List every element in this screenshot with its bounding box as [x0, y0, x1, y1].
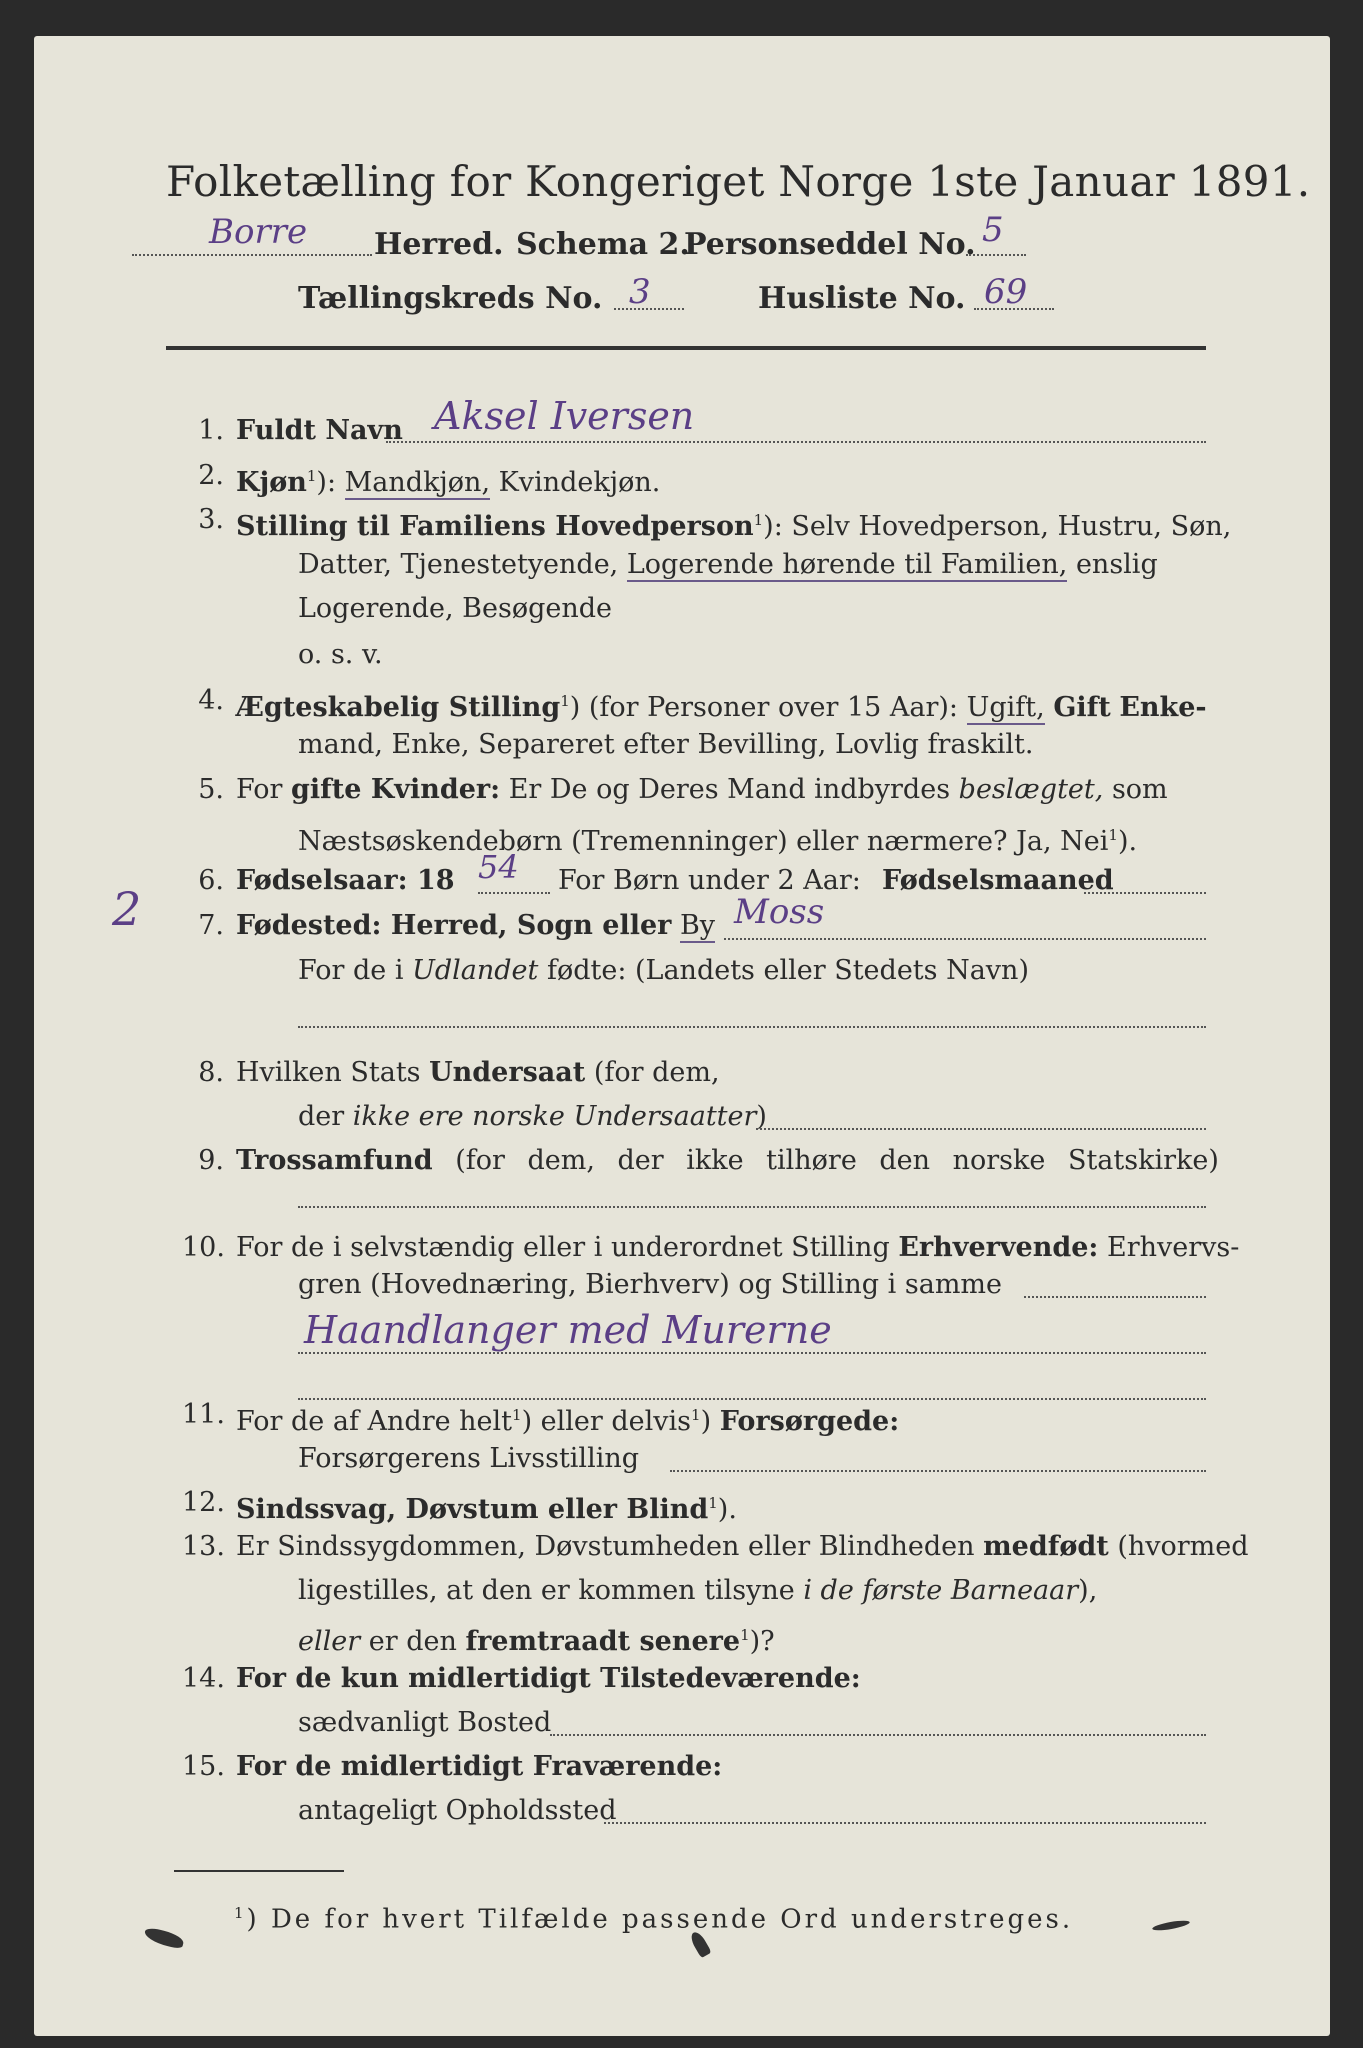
marital-status-enke: Enke-	[1119, 692, 1207, 723]
usual-residence-label: sædvanligt Bosted	[298, 1707, 552, 1738]
religion-note: (for dem, der ikke tilhøre den norske Statskirke)	[455, 1145, 1219, 1176]
religion-label: Trossamfund	[236, 1145, 433, 1176]
kinship-for: For	[236, 774, 283, 805]
disability-label: Sindssvag, Døvstum eller Blind	[236, 1494, 709, 1525]
birthplace-by: By	[679, 910, 716, 941]
family-position-line-3: Logerende, Besøgende	[298, 593, 612, 624]
footnote-ref: 1	[691, 1406, 701, 1424]
footnote-ref: 1	[560, 692, 570, 710]
item-number: 4.	[198, 685, 224, 716]
birthplace-abroad-italic: Udlandet	[412, 955, 539, 986]
item-number: 11.	[182, 1399, 225, 1430]
birth-year-label: Fødselsaar: 18	[236, 865, 455, 896]
footnote-ref: 1	[753, 511, 764, 529]
kreds-label: Tællingskreds No.	[298, 281, 603, 316]
supported-line-1	[236, 1398, 899, 1439]
birth-year-dotted-line	[478, 892, 550, 894]
citizenship-a: Hvilken Stats	[236, 1057, 421, 1088]
supported-b: ) eller delvis	[521, 1406, 692, 1437]
herred-label: Herred.	[374, 227, 504, 262]
personseddel-label: Personseddel No.	[684, 227, 976, 262]
occupation-a: For de i selvstændig eller i underordnet Stilling	[236, 1232, 890, 1263]
disability-origin-l2a: ligestilles, at den er kommen tilsyne	[298, 1575, 795, 1606]
usual-residence-dotted-line	[550, 1734, 1206, 1736]
item-number: 15.	[182, 1751, 225, 1782]
full-name-label: Fuldt Navn	[236, 415, 403, 446]
citizenship-dotted-line	[756, 1128, 1206, 1130]
family-position-label: Stilling til Familiens Hovedperson	[236, 511, 754, 542]
citizenship-line-1	[236, 1056, 720, 1090]
item-number: 14.	[182, 1663, 225, 1694]
herred-handwritten-value: Borre	[209, 212, 308, 252]
item-number: 8.	[198, 1057, 224, 1088]
footnote-rule	[174, 1870, 344, 1872]
presumed-residence-label: antageligt Opholdssted	[298, 1795, 617, 1826]
disability-origin-line-1	[236, 1530, 1249, 1564]
personseddel-dotted-line	[966, 254, 1026, 256]
disability-origin-line-2	[298, 1574, 1097, 1608]
kinship-line-1	[236, 773, 1168, 807]
birth-year-handwritten-value: 54	[478, 848, 519, 886]
family-position-selected: Logerende hørende til Familien,	[626, 549, 1068, 580]
disability-origin-b: (hvormed	[1117, 1531, 1249, 1562]
footnote-ref: 1	[1108, 826, 1118, 844]
schema-label: Schema 2.	[516, 227, 690, 262]
occupation-handwritten-value: Haandlanger med Murerne	[304, 1308, 832, 1352]
item-number: 5.	[198, 774, 224, 805]
item-number: 9.	[198, 1145, 224, 1176]
disability-end: ).	[717, 1494, 737, 1525]
citizenship-line-2	[298, 1100, 767, 1134]
herred-dotted-line	[132, 254, 372, 256]
footnote-marker: 1	[234, 1904, 247, 1922]
sex-option-female: Kvindekjøn.	[498, 467, 661, 498]
religion-line	[236, 1144, 1219, 1178]
family-position-line-4: o. s. v.	[298, 639, 383, 670]
item-number: 13.	[182, 1531, 225, 1562]
item-number: 10.	[182, 1232, 225, 1263]
birth-month-note: For Børn under 2 Aar:	[558, 865, 861, 896]
occupation-line-1	[236, 1231, 1239, 1265]
citizenship-italic: ikke ere norske Undersaatter	[352, 1101, 757, 1132]
supported-label: Forsørgede:	[719, 1406, 900, 1437]
header-rule	[166, 346, 1206, 350]
disability-origin-l2b: ),	[1078, 1575, 1098, 1606]
marital-status-gift: Gift	[1053, 692, 1111, 723]
family-position-options: ): Selv Hovedperson, Hustru, Søn,	[763, 511, 1232, 542]
birthplace-dotted-line	[724, 938, 1206, 940]
marital-status-label: Ægteskabelig Stilling	[236, 692, 561, 723]
disability-origin-a: Er Sindssygdommen, Døvstumheden eller Blindheden	[236, 1531, 975, 1562]
family-position-options-2a: Datter, Tjenestetyende,	[298, 549, 619, 580]
kinship-line-2	[298, 818, 1137, 859]
ink-mark-left	[143, 1926, 185, 1949]
occupation-line-2: gren (Hovednæring, Bierhverv) og Stilling i samme	[298, 1269, 1003, 1300]
kinship-question-2: Næstsøskendebørn (Tremenninger) eller nærmere? Ja, Nei	[298, 826, 1109, 857]
disability-origin-l2-italic: i de første Barneaar	[803, 1575, 1079, 1606]
occupation-dotted-line-2	[298, 1352, 1206, 1354]
supporter-occupation-dotted-line	[670, 1470, 1206, 1472]
husliste-handwritten-value: 69	[984, 272, 1028, 312]
birthplace-abroad-a: For de i	[298, 955, 404, 986]
kinship-question: Er De og Deres Mand indbyrdes	[508, 774, 951, 805]
item-number: 6.	[198, 865, 224, 896]
sex-option-male: Mandkjøn,	[344, 467, 491, 498]
kinship-label: gifte Kvinder:	[291, 774, 501, 805]
marital-status-note: ) (for Personer over 15 Aar):	[569, 692, 959, 723]
sex-colon: ):	[316, 467, 337, 498]
disability-line	[236, 1486, 737, 1527]
footnote-ref: 1	[512, 1406, 522, 1424]
item-number: 1.	[198, 415, 224, 446]
disability-origin-l3-bold: fremtraadt senere	[465, 1626, 741, 1657]
census-form-page	[34, 36, 1330, 2036]
full-name-handwritten-value: Aksel Iversen	[434, 394, 695, 438]
supported-c: )	[700, 1406, 712, 1437]
supporter-occupation-label: Forsørgerens Livsstilling	[298, 1443, 640, 1474]
disability-origin-end: )?	[749, 1626, 775, 1657]
sex-label: Kjøn	[236, 467, 307, 498]
kinship-italic: beslægtet,	[958, 774, 1104, 805]
kreds-handwritten-value: 3	[629, 272, 651, 312]
family-position-line-1	[236, 503, 1231, 544]
footnote-text	[234, 1896, 1073, 1937]
birthplace-line-1	[236, 909, 715, 943]
supported-a: For de af Andre helt	[236, 1406, 513, 1437]
item-number: 12.	[182, 1487, 225, 1518]
footnote-body: ) De for hvert Tilfælde passende Ord understreges.	[246, 1904, 1074, 1935]
disability-origin-line-3	[298, 1618, 775, 1659]
birthplace-abroad-b: fødte: (Landets eller Stedets Navn)	[546, 955, 1029, 986]
marital-status-selected: Ugift,	[966, 692, 1045, 723]
margin-annotation: 2	[112, 882, 142, 936]
personseddel-handwritten-value: 5	[982, 210, 1004, 250]
birth-month-dotted-line	[1084, 892, 1206, 894]
citizenship-b: (for dem,	[593, 1057, 720, 1088]
family-position-options-2c: enslig	[1075, 549, 1158, 580]
marital-status-line-2: mand, Enke, Separeret efter Bevilling, Lovlig fraskilt.	[298, 729, 1034, 760]
citizenship-label: Undersaat	[429, 1057, 586, 1088]
presumed-residence-dotted-line	[604, 1822, 1206, 1824]
footnote-ref: 1	[740, 1626, 750, 1644]
marital-status-line-1	[236, 684, 1207, 725]
form-title: Folketælling for Kongeriget Norge 1ste Januar 1891.	[166, 157, 1311, 206]
ink-mark-right	[1152, 1919, 1191, 1932]
citizenship-der: der	[298, 1101, 345, 1132]
citizenship-paren: )	[756, 1101, 767, 1132]
husliste-label: Husliste No.	[758, 281, 966, 316]
sex-line	[236, 459, 660, 500]
birthplace-label: Fødested: Herred, Sogn eller	[236, 910, 672, 941]
disability-origin-l3a: er den	[368, 1626, 457, 1657]
kinship-som: som	[1111, 774, 1168, 805]
disability-origin-eller: eller	[298, 1626, 361, 1657]
item-number: 3.	[198, 504, 224, 535]
footnote-ref: 1	[306, 467, 317, 485]
disability-origin-bold: medfødt	[983, 1531, 1109, 1562]
family-position-line-2	[298, 548, 1206, 582]
birthplace-line-2	[298, 954, 1029, 988]
footnote-ref: 1	[708, 1494, 718, 1512]
occupation-dotted-line-1	[1024, 1296, 1206, 1298]
item-number: 7.	[198, 910, 224, 941]
temporary-absent-label: For de midlertidigt Fraværende:	[236, 1751, 723, 1782]
item-number: 2.	[198, 460, 224, 491]
kinship-end: ).	[1117, 826, 1138, 857]
full-name-dotted-line	[386, 441, 1206, 443]
religion-dotted-line	[298, 1206, 1206, 1208]
temporary-present-label: For de kun midlertidigt Tilstedeværende:	[236, 1663, 861, 1694]
occupation-b: Erhvervs-	[1107, 1232, 1240, 1263]
birthplace-abroad-dotted-line	[298, 1026, 1206, 1028]
occupation-label: Erhvervende:	[898, 1232, 1099, 1263]
birth-month-label: Fødselsmaaned	[882, 865, 1114, 896]
birthplace-handwritten-value: Moss	[734, 892, 825, 932]
